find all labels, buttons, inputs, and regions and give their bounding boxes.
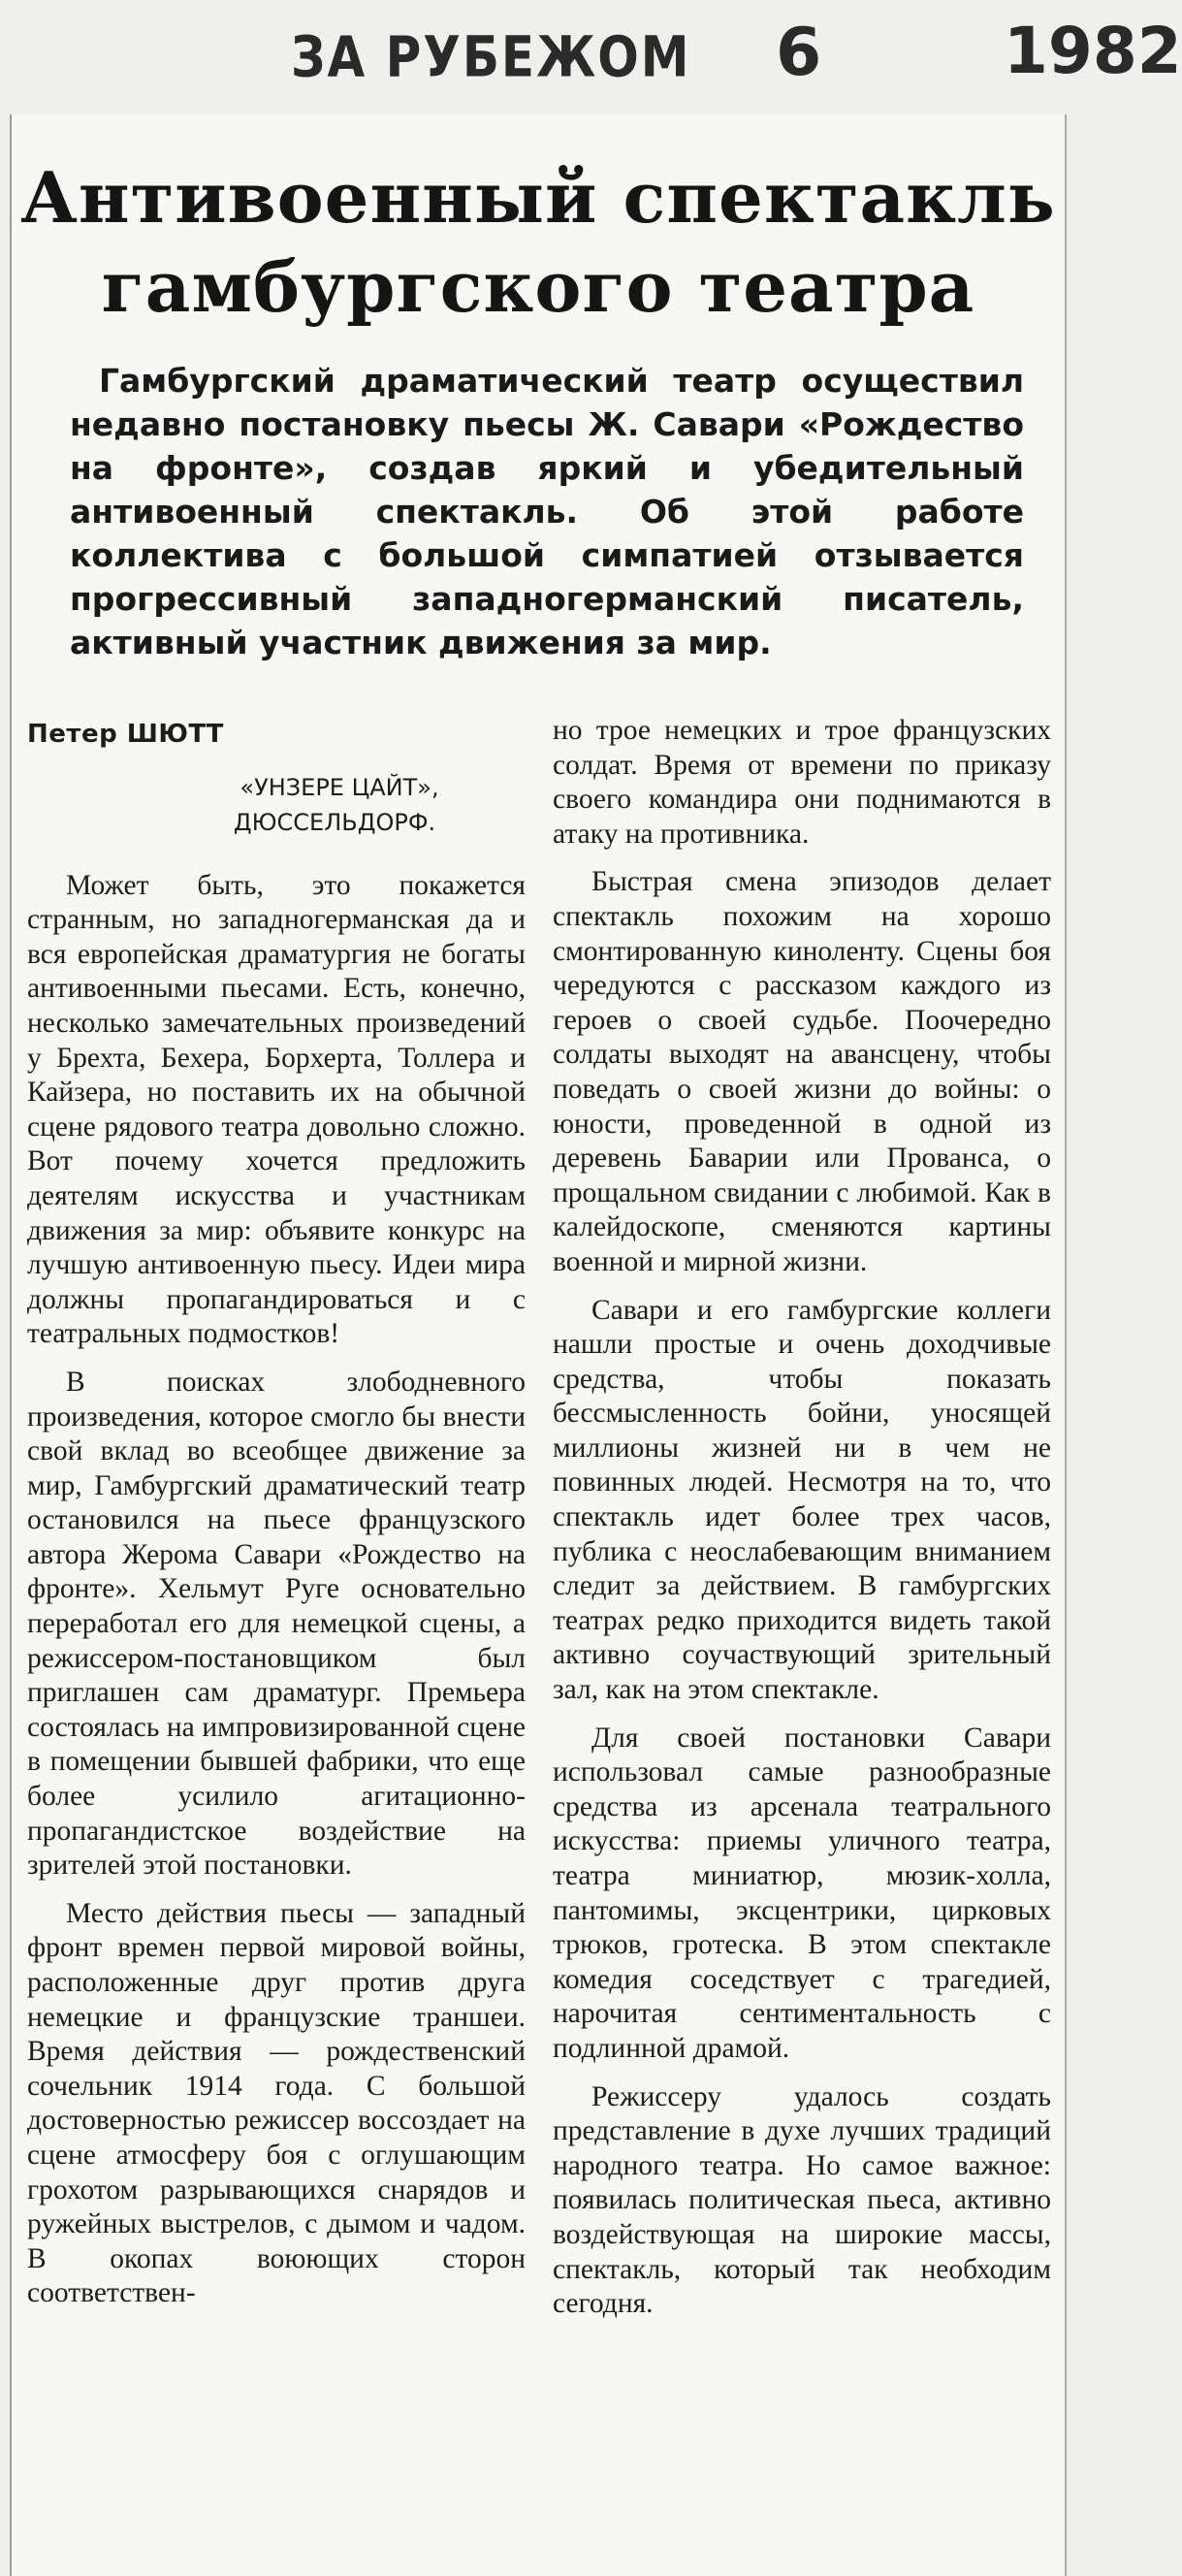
newspaper-clipping: [10, 114, 1067, 2576]
issue-number: 6: [776, 15, 822, 91]
paragraph: Место действия пьесы — западный фронт времен первой мировой войны, расположенные друг против друга немецкие и французские траншеи. Время действия — рождественский сочельник 1914 года. С большой достоверностью режиссер воссоздает на сцене атмосферу боя с оглушающим грохотом разрывающихся снарядов и ружейных выстрелов, с дымом и чадом. В окопах воюющих сторон соответствен-: [27, 1897, 526, 2309]
paragraph: Для своей постановки Савари использовал самые разнообразные средства из арсенала театрального искусства: приемы уличного театра, театра миниатюр, мюзик-холла, пантомимы, эксцентрики, цирковых трюков, гротеска. В этом спектакле комедия соседствует с трагедией, нарочитая сентиментальность с подлинной драмой.: [553, 1722, 1051, 2064]
right-column: [553, 714, 1051, 2335]
article-body: [12, 714, 1065, 2335]
headline-line-1: Антивоенный спектакль: [20, 156, 1056, 239]
source-credit: [144, 770, 526, 840]
paragraph: Савари и его гамбургские коллеги нашли простые и очень доходчивые средства, чтобы показать бессмысленность бойни, уносящей миллионы жизней ни в чем не повинных людей. Несмотря на то, что спектакль идет более трех часов, публика с неослабевающим вниманием следит за действием. В гамбургских театрах редко приходится видеть такой активно соучаствующий зрительный зал, как на этом спектакле.: [553, 1294, 1051, 1706]
author-byline: Петер ШЮТТ: [27, 720, 224, 749]
article-headline: [12, 153, 1065, 332]
source-city: ДЮССЕЛЬДОРФ.: [233, 808, 436, 836]
headline-line-2: гамбургского театра: [101, 245, 975, 328]
section-stamp: ЗА РУБЕЖОМ: [291, 24, 691, 90]
paragraph-continued: но трое немецких и трое французских солдат. Время от времени по приказу своего командира они поднимаются в атаку на противника.: [553, 715, 1051, 850]
paragraph: Может быть, это покажется странным, но западногерманская да и вся европейская драматургия не богаты антивоенными пьесами. Есть, конечно, несколько замечательных произведений у Брехта, Бехера, Борхерта, Толлера и Кайзера, но поставить их на обычной сцене рядового театра довольно сложно. Вот почему хочется предложить деятелям искусства и участникам движения за мир: объявите конкурс на лучшую антивоенную пьесу. Идеи мира должны пропагандироваться и с театральных подмостков!: [27, 869, 526, 1350]
issue-year: 1982: [1004, 14, 1182, 88]
paragraph: Быстрая смена эпизодов делает спектакль похожим на хорошо смонтированную киноленту. Сцены боя чередуются с рассказом каждого из героев о своей судьбе. Поочередно солдаты выходят на авансцену, чтобы поведать о своей жизни до войны: о юности, проведенной в одной из деревень Баварии или Прованса, о прощальном свидании с любимой. Как в калейдоскопе, сменяются картины военной и мирной жизни.: [553, 866, 1051, 1277]
article-lead: Гамбургский драматический театр осуществил недавно постановку пьесы Ж. Савари «Рождество на фронте», создав яркий и убедительный антивоенный спектакль. Об этой работе коллектива с большой симпатией отзывается прогрессивный западногерманский писатель, активный участник движения за мир.: [70, 362, 1024, 661]
paragraph: В поисках злободневного произведения, которое смогло бы внести свой вклад во всеобщее движение за мир, Гамбургский драматический театр остановился на пьесе французского автора Жерома Савари «Рождество на фронте». Хельмут Руге основательно переработал его для немецкой сцены, а режиссером-постановщиком был приглашен сам драматург. Премьера состоялась на импровизированной сцене в помещении бывшей фабрики, что еще более усилило агитационно-пропагандистское воздействие на зрителей этой постановки.: [27, 1366, 526, 1882]
left-column: [27, 714, 526, 2335]
paragraph: Режиссеру удалось создать представление в духе лучших традиций народного театра. Но самое важное: появилась политическая пьеса, активно воздействующая на широкие массы, спектакль, который так необходим сегодня.: [553, 2080, 1051, 2320]
source-name: «УНЗЕРЕ ЦАЙТ»,: [240, 773, 439, 801]
